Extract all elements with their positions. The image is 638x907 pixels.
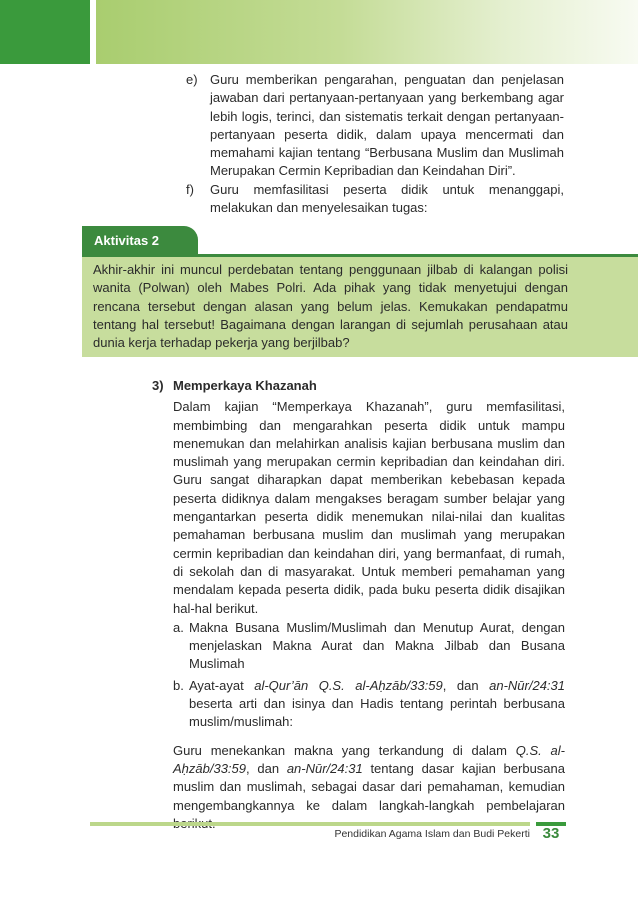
activity-text: Akhir-akhir ini muncul perdebatan tentang penggunaan jilbab di kalangan polisi wanita (Polwan) oleh Mabes Polri. Ada pihak yang tidak menyetujui dengan rencana tersebut dengan alasan yang belum jelas. Kemukakan pendapatmu tentang hal tersebut! Bagaimana dengan larangan di sejumlah perusahaan atau dunia kerja terhadap pekerja yang berjilbab? xyxy=(93,262,568,351)
section-3-closing xyxy=(173,742,565,833)
footer-book-title: Pendidikan Agama Islam dan Budi Pekerti xyxy=(334,828,530,840)
item-f-label: f) xyxy=(186,181,194,197)
item-b-text-1: Ayat-ayat xyxy=(189,677,255,693)
section-3-body xyxy=(152,398,565,833)
activity-title: Aktivitas 2 xyxy=(82,226,198,256)
item-e-label: e) xyxy=(186,72,198,87)
closing-text-3: tentang dasar kajian berbusana muslim dan muslimah, sebagai dasar dari pemahaman, kemudian mengembangkannya ke dalam langkah-langkah pembelajaran xyxy=(173,760,565,813)
top-items xyxy=(186,71,564,217)
section-3-heading xyxy=(152,377,565,395)
item-b-ref-2: an-Nūr/24:31 xyxy=(489,677,565,693)
closing-text-1: Guru menekankan makna yang terkandung di dalam xyxy=(173,742,516,758)
item-b xyxy=(173,677,565,732)
item-b-label: b. xyxy=(173,677,184,693)
item-f xyxy=(186,181,564,218)
activity-box xyxy=(82,257,638,357)
section-3-number: 3) xyxy=(152,378,164,393)
header-green-square xyxy=(0,0,90,64)
item-a-label: a. xyxy=(173,619,184,635)
closing-ref-2: an-Nūr/24:31 xyxy=(286,760,363,776)
closing-text-2: , dan xyxy=(246,760,287,776)
item-e xyxy=(186,71,564,181)
item-f-text: Guru memfasilitasi peserta didik untuk menanggapi, melakukan dan menyelesaikan tugas: xyxy=(210,181,564,216)
section-3-title: Memperkaya Khazanah xyxy=(173,378,317,393)
header-gradient-band xyxy=(96,0,638,64)
section-3 xyxy=(152,377,565,833)
item-b-ref-1: al-Qur’ān Q.S. al-Aḥzāb/33:59 xyxy=(254,677,443,693)
footer-rule-light xyxy=(90,822,530,826)
item-b-text-2: , dan xyxy=(442,677,490,693)
item-b-text-3: beserta arti dan isinya dan Hadis tentang perintah berbusana muslim/muslimah: xyxy=(189,696,565,730)
page-number: 33 xyxy=(542,825,560,842)
item-a-text: Makna Busana Muslim/Muslimah dan Menutup Aurat, dengan menjelaskan Makna Aurat dan Makna Jilbab dan Busana Muslimah xyxy=(189,619,565,672)
item-e-text: Guru memberikan pengarahan, penguatan dan penjelasan jawaban dari pertanyaan-pertanyaan yang berkembang agar lebih logis, terinci, dan sistematis terkait dengan pertanyaan-pertanyaan peserta didik, dalam upaya mencermati dan memahami kajian tentang “Berbusana Muslim dan Muslimah Merupakan Cermin Kepribadian dan Keindahan Diri”. xyxy=(210,72,564,179)
section-3-paragraph: Dalam kajian “Memperkaya Khazanah”, guru memfasilitasi, membimbing dan mengarahkan peserta didik untuk mampu menemukan dan melahirkan analisis kajian berbusana muslim dan muslimah yang merupakan cermin kepribadian dan keindahan diri. Guru sangat diharapkan dapat memberikan kebebasan kepada peserta didiknya dalam mengakses beragam sumber belajar yang mengantarkan peserta didik menemukan nilai-nilai dan kualitas pemahaman berbusana muslim dan muslimah yang merupakan cermin kepribadian dan keindahan diri, yang bermanfaat, di rumah, di sekolah dan di masyarakat. Untuk memberi pemahaman yang mendalam kepada peserta didik, pada buku peserta didik disajikan hal-hal berikut. xyxy=(173,399,565,616)
closing-ref-1: Q.S. al-Aḥzāb/33:59 xyxy=(173,742,565,776)
item-a xyxy=(173,619,565,674)
